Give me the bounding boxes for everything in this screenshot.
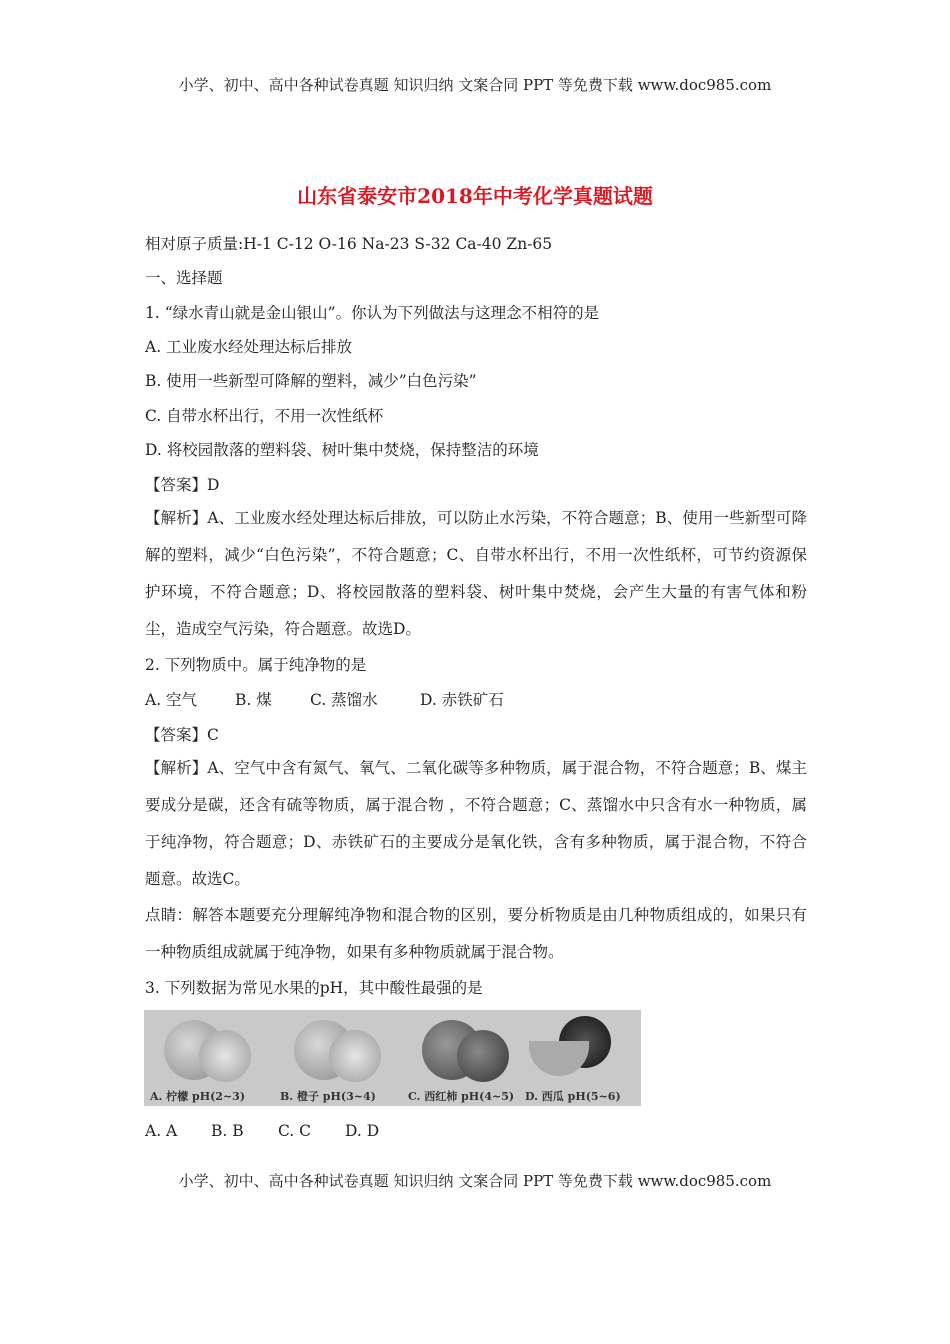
q2-option-a: A. 空气 (145, 691, 198, 709)
fruit-label: C. 西红柿 pH(4~5) (408, 1090, 515, 1103)
q2-options (145, 690, 807, 710)
document-title: 山东省泰安市2018年中考化学真题试题 (297, 184, 653, 208)
fruit-label: B. 橙子 pH(3~4) (280, 1090, 376, 1103)
page-header: 小学、初中、高中各种试卷真题 知识归纳 文案合同 PPT 等免费下载 www.doc985.com (178, 76, 772, 94)
q2-option-d: D. 赤铁矿石 (420, 691, 504, 709)
page-footer: 小学、初中、高中各种试卷真题 知识归纳 文案合同 PPT 等免费下载 www.doc985.com (178, 1172, 772, 1190)
q1-option-d: D. 将校园散落的塑料袋、树叶集中焚烧，保持整洁的环境 (145, 441, 539, 459)
q3-options (145, 1121, 807, 1141)
fruit-label: D. 西瓜 pH(5~6) (525, 1090, 621, 1103)
q3-option-b: B. B (211, 1122, 244, 1140)
q3-option-c: C. C (278, 1122, 312, 1140)
q1-analysis: 【解析】A、工业废水经处理达标后排放，可以防止水污染，不符合题意；B、使用一些新型可降解的塑料，减少“白色污染”，不符合题意；C、自带水杯出行，不用一次性纸杯，可节约资源保护环境，不符合题意；D、将校园散落的塑料袋、树叶集中焚烧，会产生大量的有害气体和粉尘，造成空气污染，符合题意。故选D。 (145, 509, 807, 638)
q1-stem: 1. “绿水青山就是金山银山”。你认为下列做法与这理念不相符的是 (145, 304, 600, 322)
q2-option-c: C. 蒸馏水 (310, 691, 378, 709)
atomic-mass-line: 相对原子质量:H-1 C-12 O-16 Na-23 S-32 Ca-40 Zn-65 (145, 235, 553, 253)
q2-option-b: B. 煤 (235, 691, 272, 709)
fruit-tomato (402, 1016, 522, 1106)
q2-answer: 【答案】C (145, 726, 219, 744)
section-heading: 一、选择题 (145, 269, 223, 287)
q3-option-a: A. A (145, 1122, 178, 1140)
q3-stem: 3. 下列数据为常见水果的pH，其中酸性最强的是 (145, 979, 483, 997)
q1-option-b: B. 使用一些新型可降解的塑料，减少”白色污染” (145, 372, 477, 390)
q1-option-c: C. 自带水杯出行，不用一次性纸杯 (145, 407, 384, 425)
q2-stem: 2. 下列物质中。属于纯净物的是 (145, 656, 367, 674)
q3-option-d: D. D (345, 1122, 380, 1140)
fruit-watermelon (519, 1016, 639, 1106)
fruit-lemon (144, 1016, 264, 1106)
q1-option-a: A. 工业废水经处理达标后排放 (145, 338, 353, 356)
q1-answer: 【答案】D (145, 476, 220, 494)
q2-tip: 点睛：解答本题要充分理解纯净物和混合物的区别，要分析物质是由几种物质组成的，如果只有一种物质组成就属于纯净物，如果有多种物质就属于混合物。 (145, 906, 807, 961)
q2-analysis: 【解析】A、空气中含有氮气、氧气、二氧化碳等多种物质，属于混合物，不符合题意；B、煤主要成分是碳，还含有硫等物质，属于混合物 ，不符合题意；C、蒸馏水中只含有水一种物质，属于纯净物，符合题意；D、赤铁矿石的主要成分是氧化铁，含有多种物质，属于混合物，不符合题意。故选C。 (145, 759, 807, 888)
fruit-ph-image (144, 1010, 641, 1106)
fruit-label: A. 柠檬 pH(2~3) (150, 1090, 246, 1103)
fruit-orange (274, 1016, 394, 1106)
